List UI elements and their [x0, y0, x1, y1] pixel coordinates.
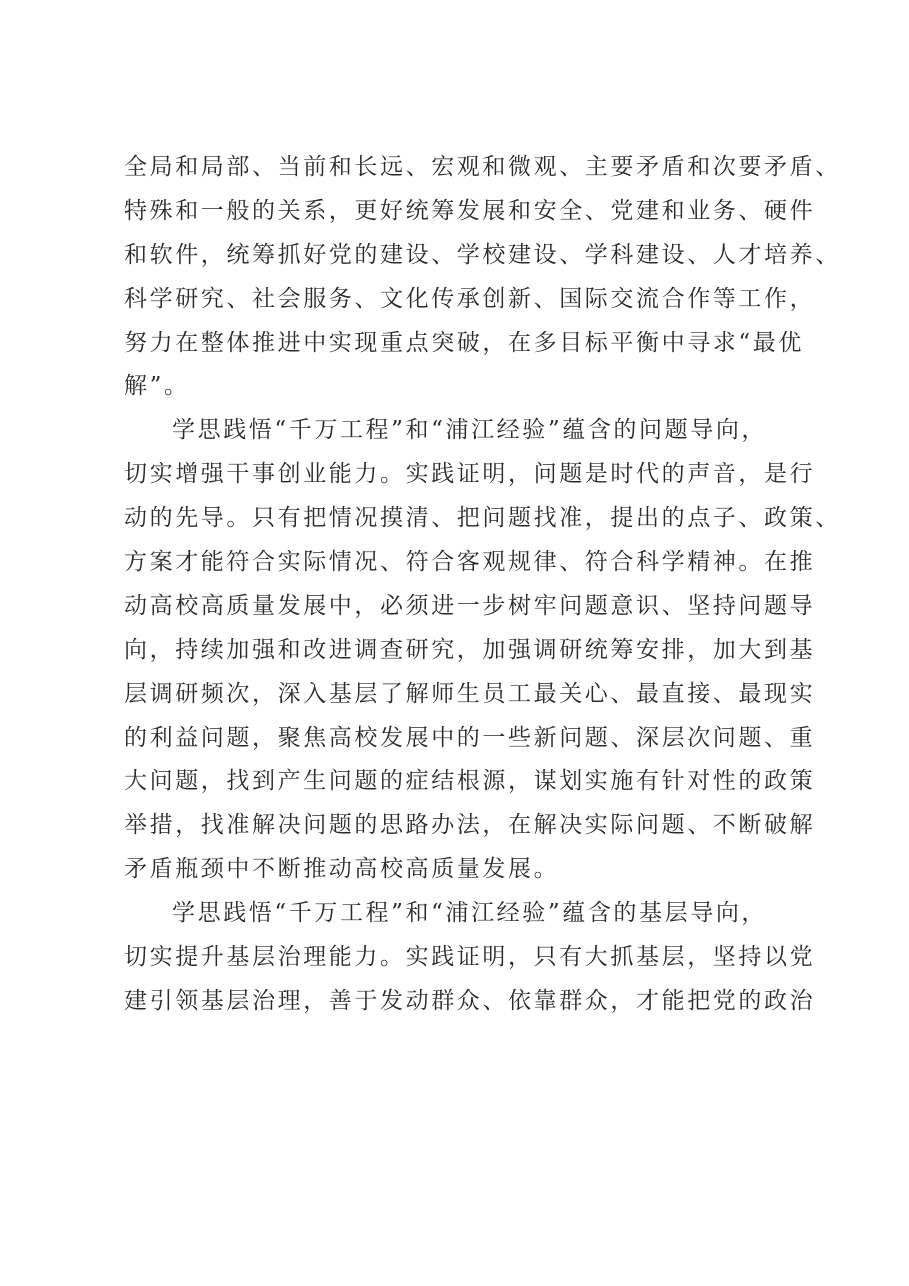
paragraph-heading-line: 学思践悟“千万工程”和“浦江经验”蕴含的问题导向，	[172, 417, 768, 444]
text-line: 切实增强干事创业能力。实践证明，问题是时代的声音，是行	[124, 461, 816, 488]
text-line: 解”。	[124, 373, 190, 400]
text-line: 大问题，找到产生问题的症结根源，谋划实施有针对性的政策	[124, 768, 816, 795]
text-line: 向，持续加强和改进调查研究，加强调研统筹安排，加大到基	[124, 636, 816, 663]
text-line: 切实提升基层治理能力。实践证明，只有大抓基层，坚持以党	[124, 944, 816, 971]
text-line: 动高校高质量发展中，必须进一步树牢问题意识、坚持问题导	[124, 592, 816, 619]
text-line: 矛盾瓶颈中不断推动高校高质量发展。	[124, 856, 560, 883]
text-line: 全局和局部、当前和长远、宏观和微观、主要矛盾和次要矛盾、	[124, 154, 841, 180]
paragraph-heading-line: 学思践悟“千万工程”和“浦江经验”蕴含的基层导向，	[172, 900, 768, 927]
text-line: 的利益问题，聚焦高校发展中的一些新问题、深层次问题、重	[124, 724, 816, 751]
text-line: 方案才能符合实际情况、符合客观规律、符合科学精神。在推	[124, 549, 816, 576]
text-line: 建引领基层治理，善于发动群众、依靠群众，才能把党的政治	[124, 987, 816, 1014]
text-line: 努力在整体推进中实现重点突破，在多目标平衡中寻求“最优	[124, 329, 804, 356]
text-line: 层调研频次，深入基层了解师生员工最关心、最直接、最现实	[124, 680, 816, 707]
text-line: 举措，找准解决问题的思路办法，在解决实际问题、不断破解	[124, 812, 816, 839]
text-line: 特殊和一般的关系，更好统筹发展和安全、党建和业务、硬件	[124, 197, 816, 224]
text-line: 动的先导。只有把情况摸清、把问题找准，提出的点子、政策、	[124, 505, 841, 532]
text-line: 和软件，统筹抓好党的建设、学校建设、学科建设、人才培养、	[124, 241, 841, 268]
text-line: 科学研究、社会服务、文化传承创新、国际交流合作等工作，	[124, 285, 816, 312]
body-text	[124, 146, 841, 1024]
